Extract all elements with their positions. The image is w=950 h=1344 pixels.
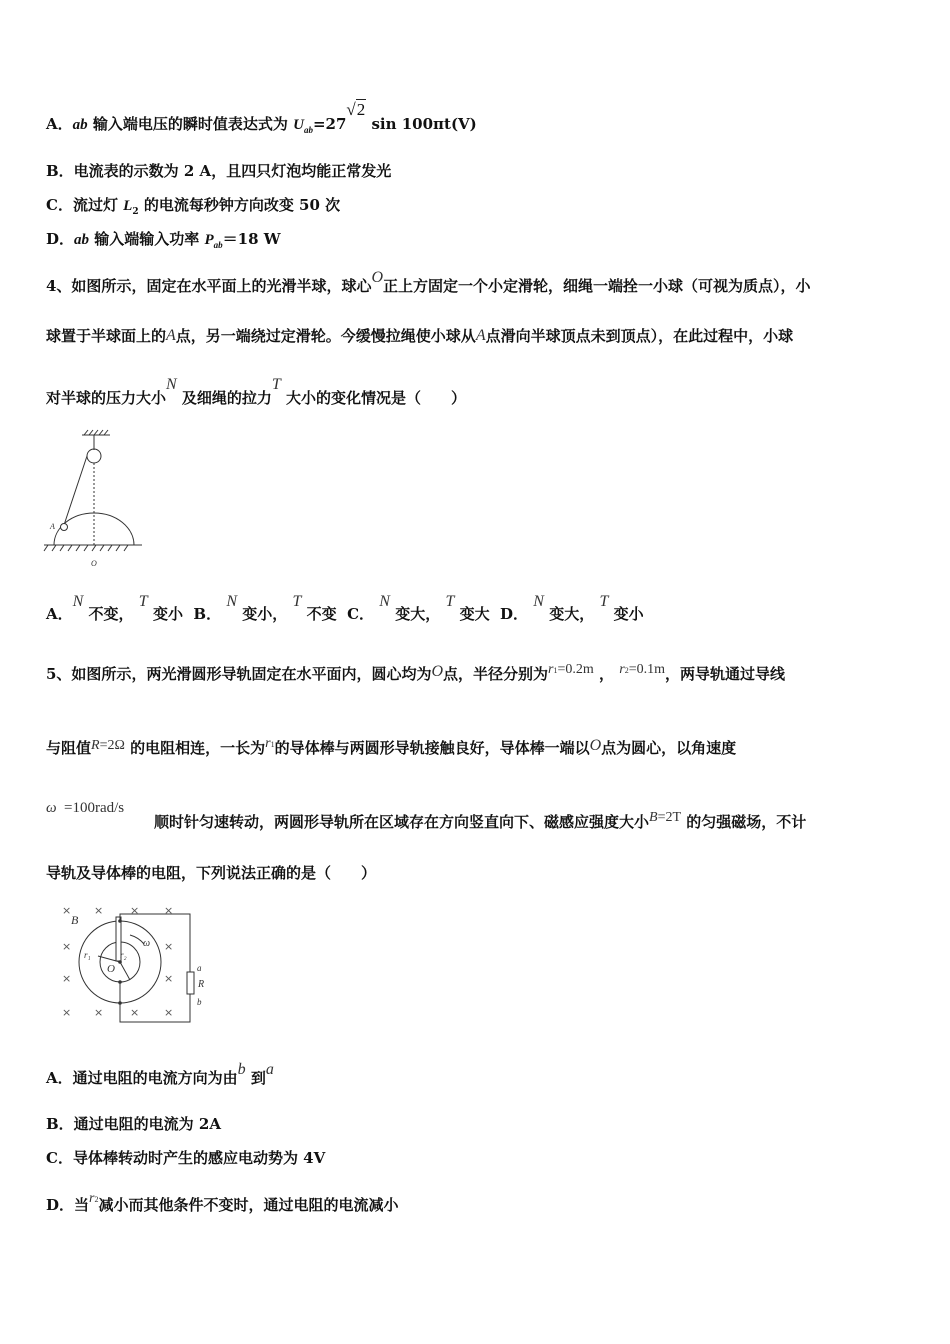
q5-circuit-figure (58, 900, 218, 1028)
q3-d-tail: ＝18 W (222, 230, 281, 248)
q5-r1-len-sym: r (265, 736, 271, 751)
q4-text-3a: 对半球的压力大小 (46, 389, 167, 407)
q5-b: B (649, 810, 658, 825)
q4-opt-a-n: N (72, 593, 84, 610)
q4-a-1: A (166, 327, 176, 344)
q5-r1-val: =0.2m (557, 662, 594, 677)
q4-line-1 (46, 269, 811, 297)
q5-d-r2-sub: 2 (94, 1195, 99, 1204)
svg-text:×: × (130, 1006, 140, 1019)
q3-d-ab: ab (74, 232, 90, 248)
q4-opt-d-label: D． (500, 605, 529, 623)
q4-opt-a-label: A． (46, 605, 73, 623)
q3-a-text: 输入端电压的瞬时值表达式为 (87, 115, 294, 133)
q3-option-c (46, 195, 340, 218)
q4-text-2c: 点滑向半球顶点未到顶点），在此过程中，小球 (485, 327, 794, 345)
q4-line-3 (46, 376, 467, 409)
q4-opt-c-label: C． (347, 605, 375, 623)
q5-text-1c: ，两导轨通过导线 (665, 665, 786, 683)
q4-opt-d-n: N (533, 593, 544, 610)
q4-opt-b-t: T (292, 593, 302, 610)
svg-text:×: × (62, 1006, 72, 1019)
q3-c-l: L (123, 198, 133, 214)
svg-text:×: × (164, 940, 174, 953)
q5-text-2a: 与阻值 (46, 739, 92, 757)
small-ball (61, 524, 68, 531)
q3-a-u-sub: ab (303, 125, 313, 135)
fig-label-a: A (50, 522, 55, 531)
q5-option-a (46, 1061, 274, 1089)
q3-a-tail: sin 100πt(V) (366, 115, 477, 133)
q5-omega-val: =100rad/s (64, 800, 125, 816)
q5-line-2 (46, 738, 736, 761)
svg-text:×: × (94, 904, 104, 917)
q4-opt-d-t: T (599, 593, 609, 610)
q5-text-1b: 点，半径分别为 (443, 665, 549, 683)
q4-o: O (371, 269, 384, 286)
svg-text:×: × (94, 1006, 104, 1019)
svg-text:×: × (62, 972, 72, 985)
svg-text:×: × (164, 904, 174, 917)
q3-c-prefix: C．流过灯 (46, 196, 124, 214)
q4-opt-c-t: T (445, 593, 455, 610)
q5-r: R (91, 738, 100, 753)
q3-c-tail: 的电流每秒钟方向改变 50 次 (138, 196, 341, 214)
q3-d-prefix: D． (46, 230, 75, 248)
q4-a-2: A (475, 327, 486, 344)
ground-hatch (44, 545, 128, 551)
q4-text-1b: 正上方固定一个小定滑轮，细绳一端拴一小球（可视为质点），小 (383, 277, 811, 295)
q5-d-r2 (89, 1191, 98, 1206)
fig-label-o: O (91, 559, 97, 568)
q4-opt-b-t1: 变小， (242, 605, 288, 623)
q5-d-prefix: D．当 (46, 1196, 90, 1214)
svg-text:×: × (164, 1006, 174, 1019)
q5-r1-sym: r (548, 662, 554, 677)
q5-a-a: a (265, 1061, 274, 1078)
q4-opt-b-n: N (226, 593, 237, 610)
q4-opt-d-t2: 变小 (613, 605, 644, 623)
q5-r2-sym: r (619, 662, 625, 677)
q5-text-3b: 的匀强磁场，不计 (686, 813, 807, 831)
rotation-arrow (130, 935, 144, 944)
q5-r1-len (265, 736, 274, 751)
q5-option-c: C．导体棒转动时产生的感应电动势为 4V (46, 1149, 326, 1167)
q5-o-2: O (589, 737, 602, 754)
q5-a-b: b (237, 1061, 246, 1078)
q5-text-1a: 5、如图所示，两光滑圆形导轨固定在水平面内，圆心均为 (46, 665, 432, 683)
q3-c-l-sub: 2 (132, 207, 139, 217)
q4-text-2b: 点，另一端绕过定滑轮。今缓慢拉绳使小球从 (175, 327, 476, 345)
q4-opt-c-t2: 变大 (459, 605, 490, 623)
q3-d-p: P (204, 232, 214, 248)
q3-option-b: B．电流表的示数为 2 A，且四只灯泡均能正常发光 (46, 162, 392, 180)
q3-d-p-sub: ab (213, 240, 223, 250)
q5-a-mid: 到 (250, 1069, 266, 1087)
q5-line-3 (46, 800, 807, 834)
q3-a-eq: =27 (312, 115, 347, 133)
q3-a-radicand: 2 (356, 100, 366, 119)
q4-opt-a-t1: 不变， (88, 605, 134, 623)
q4-opt-c-t1: 变大， (395, 605, 441, 623)
q5-a-prefix: A．通过电阻的电流方向为由 (46, 1069, 238, 1087)
ceiling-hatch (84, 430, 108, 435)
q5-text-2d: 点为圆心，以角速度 (601, 739, 737, 757)
q4-t: T (271, 376, 281, 393)
svg-text:×: × (164, 972, 174, 985)
q5-text-3a: 顺时针匀速转动，两圆形导轨所在区域存在方向竖直向下、磁感应强度大小 (154, 813, 650, 831)
fig-label-omega: ω (143, 938, 151, 949)
q5-r1-sub: 1 (553, 666, 558, 675)
q4-options (46, 593, 644, 625)
q5-r2-sub: 2 (624, 666, 629, 675)
q4-text-1a: 4、如图所示，固定在水平面上的光滑半球，球心 (46, 277, 372, 295)
q5-b-val: =2T (657, 810, 682, 825)
q5-comma: ， (599, 665, 615, 683)
resistor (187, 972, 194, 994)
q4-text-2a: 球置于半球面上的 (46, 327, 167, 345)
q5-r1-len-sub: 1 (270, 740, 275, 749)
q4-text-3b: 及细绳的拉力 (176, 389, 272, 407)
q4-opt-c-n: N (379, 593, 390, 610)
q5-r-val: =2Ω (99, 738, 125, 753)
q5-option-d (46, 1191, 399, 1218)
q4-line-2 (46, 326, 793, 347)
q4-opt-d-t1: 变大， (549, 605, 595, 623)
fig-label-b: B (71, 913, 79, 927)
fig-label-r: R (198, 979, 205, 990)
q3-a-u: U (293, 117, 304, 133)
q3-a-sqrt: √2 (346, 100, 366, 119)
q4-opt-b-label: B． (193, 605, 222, 623)
q4-text-3c: 大小的变化情况是（ ） (280, 389, 467, 407)
fig-label-o: O (107, 963, 115, 975)
q5-r2 (619, 662, 628, 677)
q5-o-1: O (431, 663, 444, 680)
q4-opt-a-t: T (138, 593, 148, 610)
svg-text:×: × (62, 940, 72, 953)
r2-line (120, 962, 130, 980)
q5-d-r2-sym: r (89, 1191, 95, 1206)
q3-option-d (46, 229, 281, 251)
q3-option-a (46, 100, 477, 136)
q5-option-b: B．通过电阻的电流为 2A (46, 1115, 221, 1133)
q4-opt-b-t2: 不变 (306, 605, 337, 623)
q5-text-2c: 的导体棒与两圆形导轨接触良好，导体棒一端以 (274, 739, 590, 757)
fig-label-a: a (197, 963, 202, 973)
q4-n: N (166, 376, 177, 393)
q3-a-prefix: A． (46, 115, 73, 133)
pulley (87, 449, 101, 463)
rope (64, 456, 87, 525)
q4-opt-a-t2: 变小 (152, 605, 183, 623)
svg-text:×: × (130, 904, 140, 917)
q3-d-text: 输入端输入功率 (89, 230, 205, 248)
q5-line-4: 导轨及导体棒的电阻，下列说法正确的是（ ） (46, 864, 377, 882)
q4-hemisphere-figure (40, 428, 150, 573)
q5-d-tail: 减小而其他条件不变时，通过电阻的电流减小 (98, 1196, 399, 1214)
fig-label-b-lower: b (197, 997, 202, 1007)
q3-a-ab: ab (72, 117, 88, 133)
q5-r2-val: =0.1m (628, 662, 666, 677)
fig-label-r1: r₁ (84, 950, 91, 960)
svg-text:×: × (62, 904, 72, 917)
q5-omega: ω (46, 800, 57, 816)
q5-text-2b: 的电阻相连，一长为 (130, 739, 266, 757)
q5-line-1 (46, 664, 785, 687)
fig-label-r2: r₂ (120, 950, 127, 960)
